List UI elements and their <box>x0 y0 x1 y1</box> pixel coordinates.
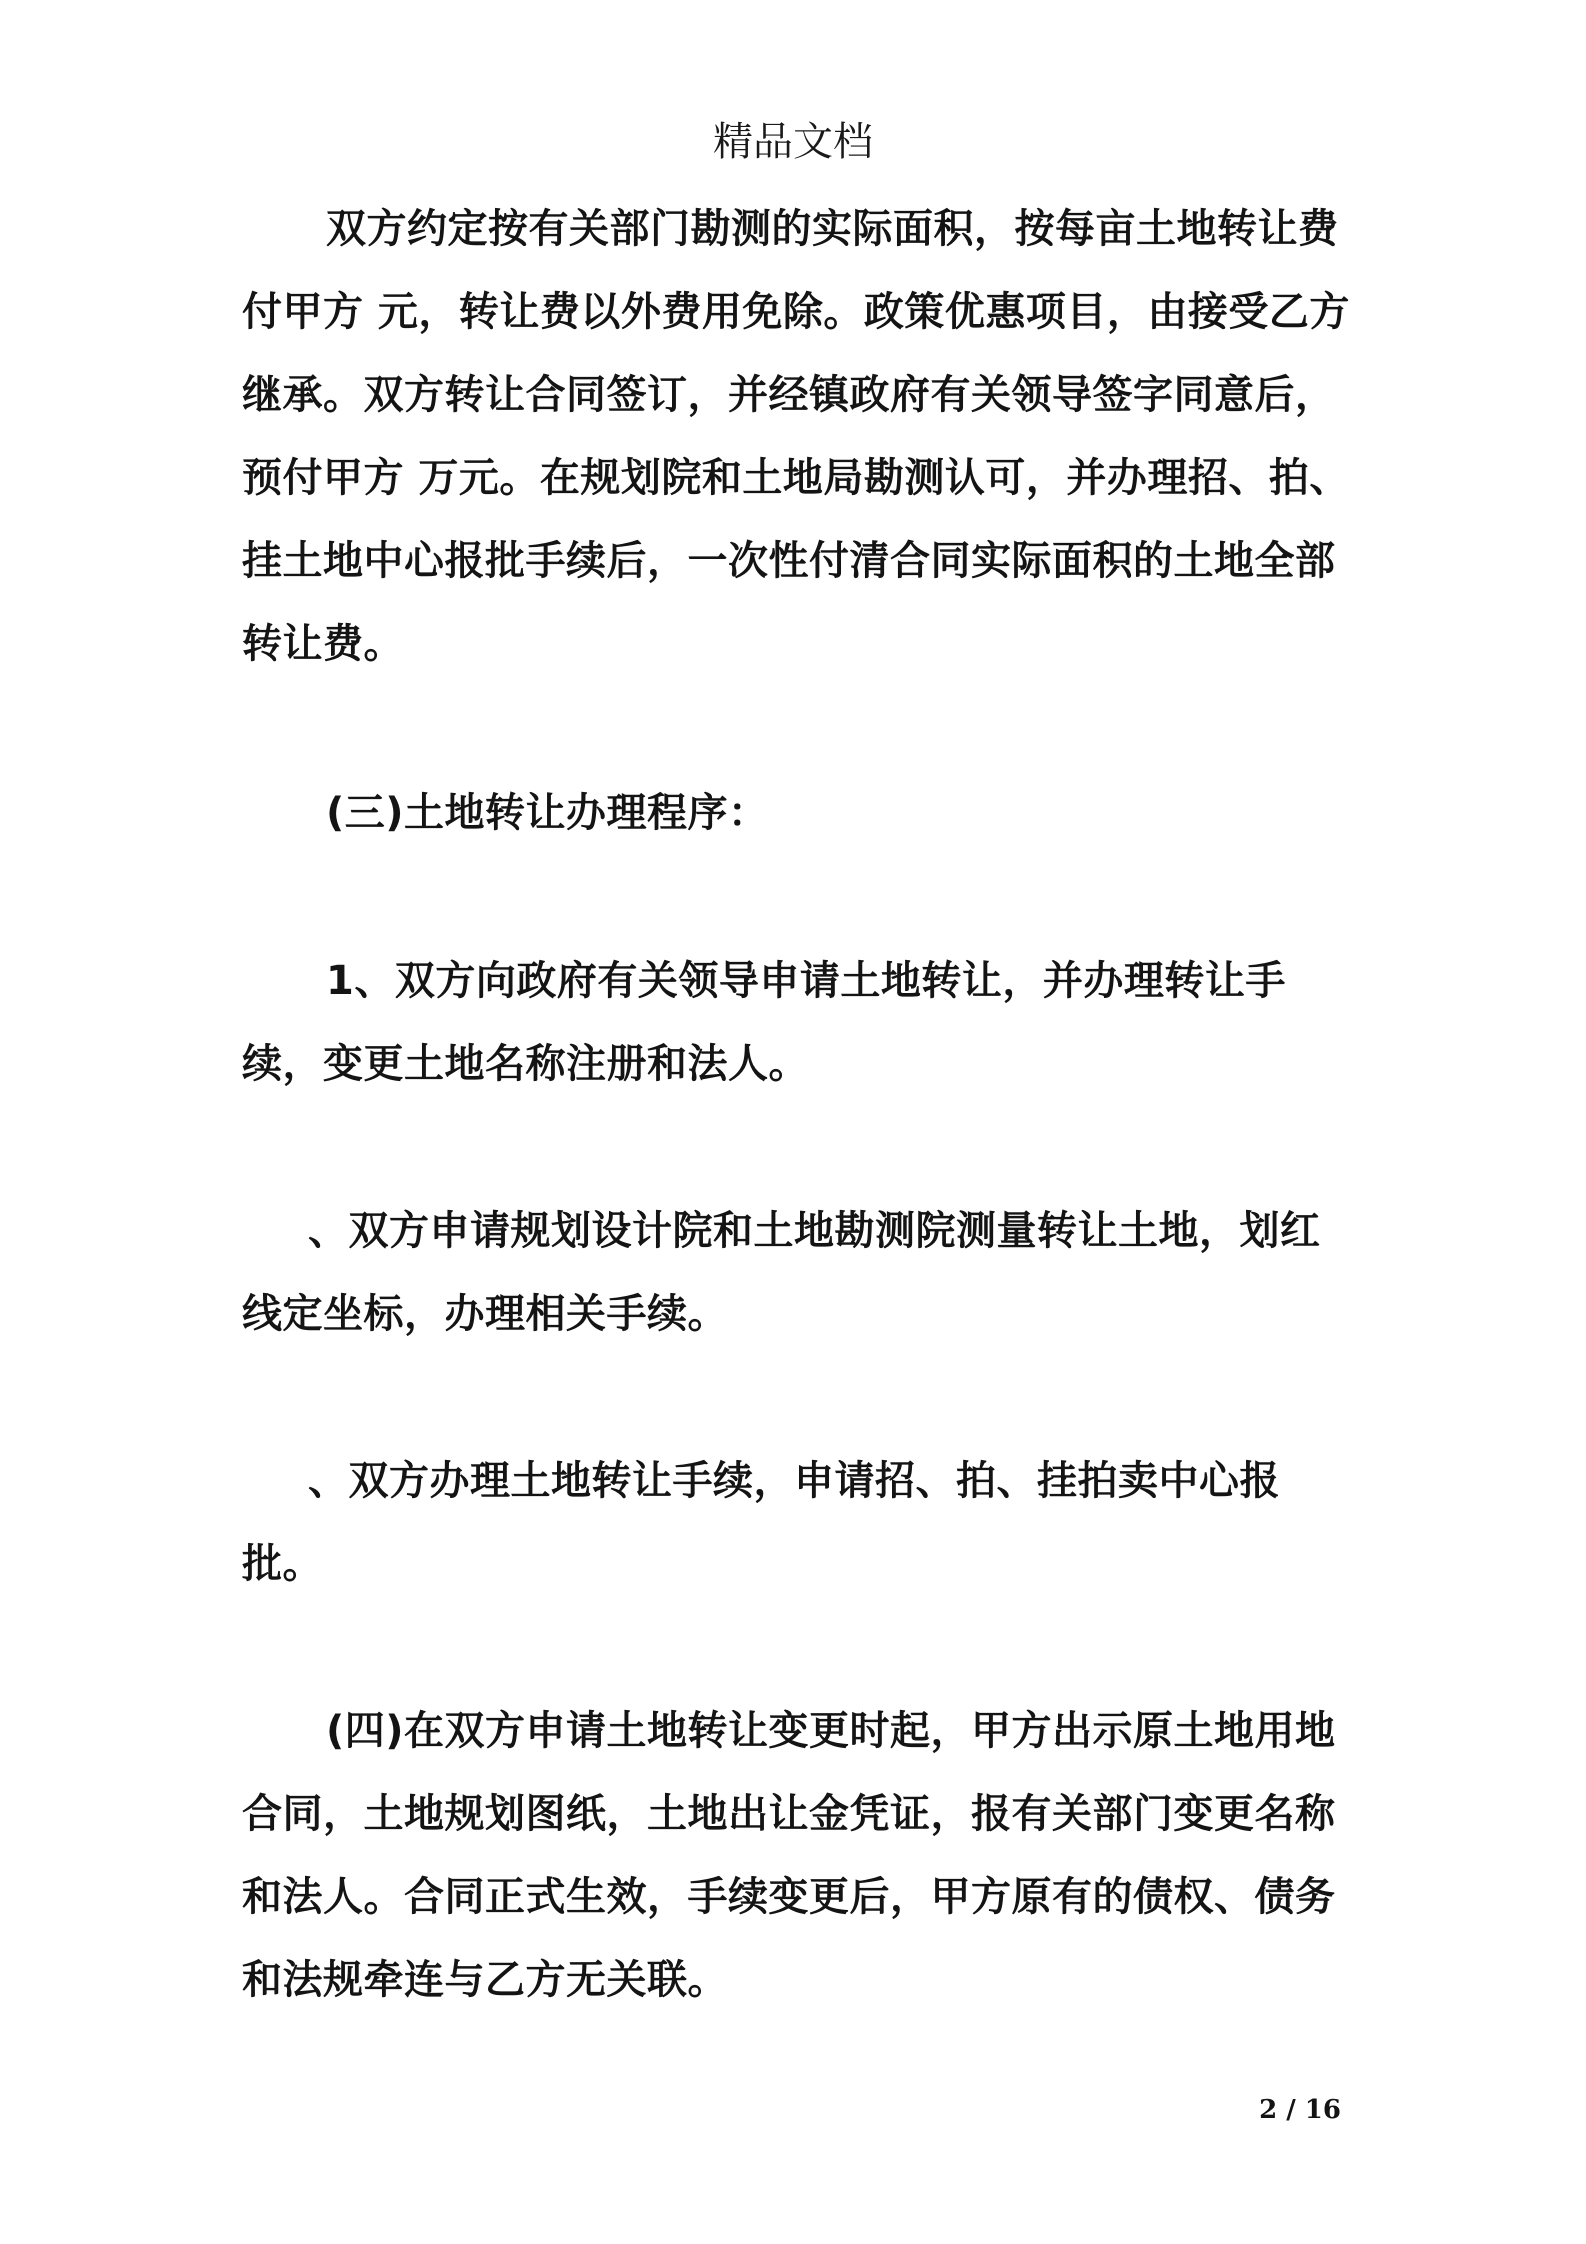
paragraph-step-1: 1、双方向政府有关领导申请土地转让，并办理转让手续，变更土地名称注册和法人。 <box>242 958 1286 1087</box>
paragraph-step-2: 、双方申请规划设计院和土地勘测院测量转让土地，划红线定坐标，办理相关手续。 <box>242 1208 1321 1337</box>
page-header-title: 精品文档 <box>713 119 873 165</box>
paragraph-section-4: (四)在双方申请土地转让变更时起，甲方出示原土地用地合同，土地规划图纸，土地出让金凭证，报有关部门变更名称和法人。合同正式生效，手续变更后，甲方原有的债权、债务和法规牵连与乙方无关联。 <box>242 1708 1336 2003</box>
section-heading-transfer-procedure: (三)土地转让办理程序： <box>326 790 769 836</box>
page-number: 2 / 16 <box>1259 2095 1341 2125</box>
paragraph-payment-terms: 双方约定按有关部门勘测的实际面积，按每亩土地转让费付甲方 元，转让费以外费用免除。政策优惠项目，由接受乙方继承。双方转让合同签订，并经镇政府有关领导签字同意后，预付甲方 万元。在规划院和土地局勘测认可，并办理招、拍、挂土地中心报批手续后，一次性付清合同实际面积的土地全部转让费。 <box>242 206 1350 667</box>
paragraph-step-3: 、双方办理土地转让手续，申请招、拍、挂拍卖中心报批。 <box>242 1458 1280 1587</box>
